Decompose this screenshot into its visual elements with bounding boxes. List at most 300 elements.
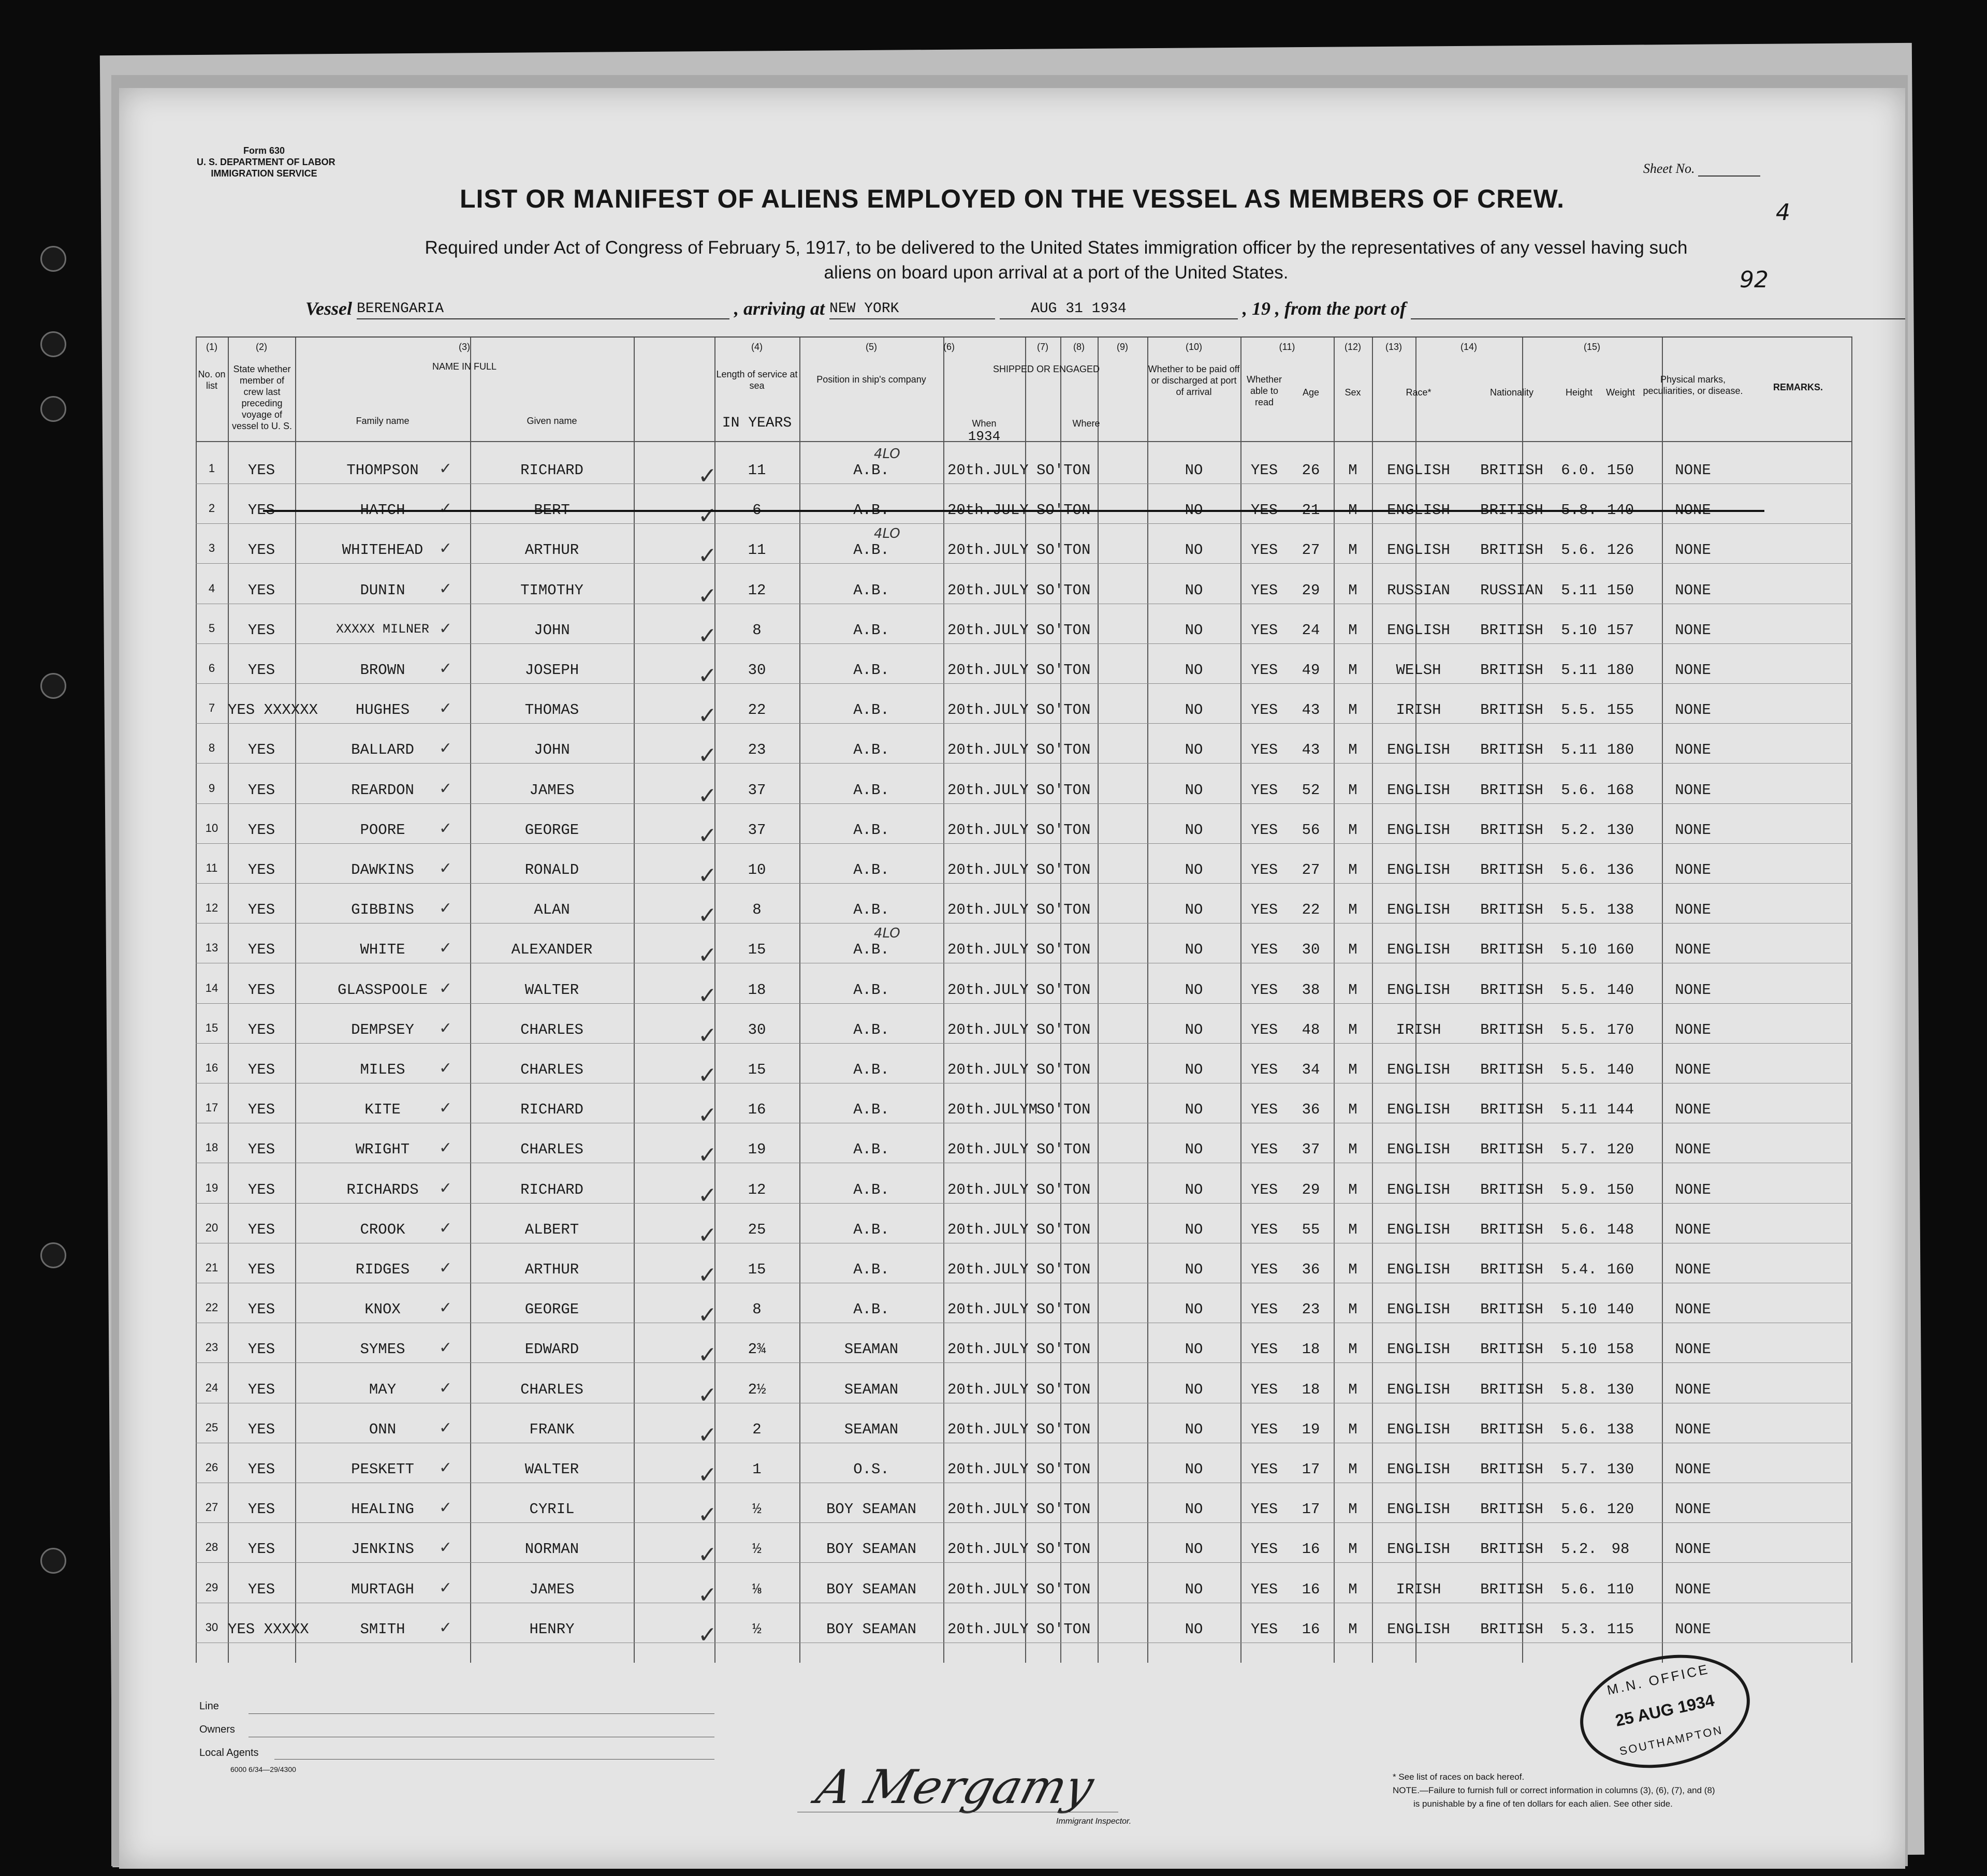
check-mark-icon: ✓ — [698, 1581, 717, 1608]
paid-off: NO — [1185, 821, 1203, 839]
check-mark-icon: ✓ — [439, 1299, 452, 1317]
row-number: 11 — [206, 861, 218, 874]
check-mark-icon: ✓ — [439, 1059, 452, 1077]
check-mark-icon: ✓ — [698, 942, 717, 969]
check-mark-icon: ✓ — [698, 1222, 717, 1249]
prior-voyage: YES — [247, 861, 275, 878]
able-to-read: YES — [1250, 1021, 1278, 1038]
race: ENGLISH — [1387, 1620, 1450, 1638]
paid-off: NO — [1185, 981, 1203, 999]
position: A.B. — [853, 1141, 889, 1159]
prior-voyage: YES — [247, 941, 275, 959]
check-mark-icon: ✓ — [439, 460, 452, 478]
physical-marks: NONE — [1675, 1021, 1711, 1038]
age: 52 — [1302, 781, 1320, 799]
sex: M — [1348, 1141, 1357, 1159]
height: 5.5. — [1561, 1061, 1597, 1078]
check-mark-icon: ✓ — [698, 982, 717, 1009]
nationality: BRITISH — [1480, 1061, 1543, 1078]
row-number: 30 — [205, 1620, 218, 1634]
check-mark-icon: ✓ — [439, 859, 452, 877]
row-number: 12 — [205, 901, 218, 915]
given-name: JAMES — [529, 1580, 575, 1598]
binder-hole — [40, 673, 66, 699]
years-service: 11 — [748, 462, 766, 479]
position: A.B. — [853, 941, 889, 959]
shipped-when: 20th.JULY — [947, 821, 1029, 839]
check-mark-icon: ✓ — [439, 1259, 452, 1277]
race: ENGLISH — [1387, 502, 1450, 519]
shipped-where: SO'TON — [1036, 1461, 1091, 1478]
position: A.B. — [853, 1301, 889, 1318]
age: 16 — [1302, 1580, 1320, 1598]
shipped-where: SO'TON — [1036, 821, 1091, 839]
nationality: BRITISH — [1480, 621, 1543, 639]
check-mark-icon: ✓ — [439, 1459, 452, 1477]
age: 16 — [1302, 1620, 1320, 1638]
height: 5.11 — [1561, 1101, 1597, 1119]
row-number: 25 — [205, 1420, 218, 1434]
age: 27 — [1302, 861, 1320, 878]
prior-voyage: YES — [247, 462, 275, 479]
binder-hole — [40, 396, 66, 422]
sex: M — [1348, 1301, 1357, 1318]
shipped-where: SO'TON — [1036, 1341, 1091, 1358]
sex: M — [1348, 1501, 1357, 1518]
footnote: * See list of races on back hereof. NOTE.—Failure to furnish full or correct information in columns (3), (6), (7), and (8) is punishable by a fine of ten dollars for each alien. See other side. — [1393, 1772, 1715, 1809]
weight: 148 — [1606, 1221, 1634, 1238]
sex: M — [1348, 1061, 1357, 1078]
nationality: BRITISH — [1480, 1021, 1543, 1038]
family-name: DAWKINS — [351, 861, 414, 878]
years-service: 10 — [748, 861, 766, 878]
prior-voyage: YES XXXXX — [228, 1620, 309, 1638]
nationality: BRITISH — [1480, 462, 1543, 479]
shipped-where: SO'TON — [1036, 1061, 1091, 1078]
family-name: HUGHES — [355, 701, 410, 719]
paid-off: NO — [1185, 781, 1203, 799]
able-to-read: YES — [1250, 941, 1278, 959]
given-name: RICHARD — [520, 1181, 583, 1198]
nationality: BRITISH — [1480, 1101, 1543, 1119]
position: BOY SEAMAN — [826, 1620, 917, 1638]
prior-voyage: YES — [247, 1141, 275, 1159]
physical-marks: NONE — [1675, 1141, 1711, 1159]
weight: 136 — [1606, 861, 1634, 878]
position: SEAMAN — [844, 1420, 899, 1438]
years-service: 18 — [748, 981, 766, 999]
position: A.B. — [853, 701, 889, 719]
office-stamp: M.N. OFFICE 25 AUG 1934 SOUTHAMPTON — [1570, 1640, 1761, 1783]
sex: M — [1348, 741, 1357, 759]
position: A.B. — [853, 981, 889, 999]
age: 34 — [1302, 1061, 1320, 1078]
weight: 130 — [1606, 1461, 1634, 1478]
able-to-read: YES — [1250, 662, 1278, 679]
shipped-where: SO'TON — [1036, 1181, 1091, 1198]
shipped-where: SO'TON — [1036, 981, 1091, 999]
race: ENGLISH — [1387, 1341, 1450, 1358]
physical-marks: NONE — [1675, 821, 1711, 839]
weight: 160 — [1606, 941, 1634, 959]
years-service: 23 — [748, 741, 766, 759]
check-mark-icon: ✓ — [698, 1302, 717, 1329]
form-number: Form 630 — [243, 145, 285, 156]
check-mark-icon: ✓ — [698, 622, 717, 649]
paid-off: NO — [1185, 741, 1203, 759]
given-name: THOMAS — [524, 701, 579, 719]
arrival-port: NEW YORK — [829, 301, 995, 319]
row-number: 17 — [205, 1101, 218, 1115]
years-service: ⅛ — [752, 1580, 762, 1598]
physical-marks: NONE — [1675, 701, 1711, 719]
prior-voyage: YES — [247, 1061, 275, 1078]
age: 23 — [1302, 1301, 1320, 1318]
given-name: ARTHUR — [524, 541, 579, 559]
family-name: SMITH — [360, 1620, 405, 1638]
given-name: RICHARD — [520, 1101, 583, 1119]
position: SEAMAN — [844, 1341, 899, 1358]
race: ENGLISH — [1387, 821, 1450, 839]
able-to-read: YES — [1250, 1420, 1278, 1438]
shipped-where: SO'TON — [1036, 502, 1091, 519]
family-name: CROOK — [360, 1221, 405, 1238]
check-mark-icon: ✓ — [698, 1062, 717, 1089]
check-mark-icon: ✓ — [698, 543, 717, 569]
physical-marks: NONE — [1675, 1420, 1711, 1438]
check-mark-icon: ✓ — [698, 1542, 717, 1569]
row-number: 15 — [205, 1021, 218, 1034]
sex: M — [1348, 701, 1357, 719]
race: ENGLISH — [1387, 1261, 1450, 1278]
race: IRISH — [1396, 1021, 1441, 1038]
paid-off: NO — [1185, 1301, 1203, 1318]
nationality: BRITISH — [1480, 1620, 1543, 1638]
handwritten-annotation: 4LO — [874, 526, 900, 542]
physical-marks: NONE — [1675, 741, 1711, 759]
weight: 120 — [1606, 1141, 1634, 1159]
years-service: 8 — [752, 901, 762, 919]
row-number: 10 — [205, 821, 218, 834]
physical-marks: NONE — [1675, 1580, 1711, 1598]
years-service: ½ — [752, 1541, 762, 1558]
check-mark-icon: ✓ — [698, 1182, 717, 1209]
able-to-read: YES — [1250, 1620, 1278, 1638]
sex: M — [1348, 1221, 1357, 1238]
position: A.B. — [853, 662, 889, 679]
height: 6.0. — [1561, 462, 1597, 479]
height: 5.6. — [1561, 781, 1597, 799]
row-number: 21 — [205, 1261, 218, 1274]
nationality: BRITISH — [1480, 1221, 1543, 1238]
shipped-when: 20th.JULY — [947, 741, 1029, 759]
nationality: BRITISH — [1480, 662, 1543, 679]
paid-off: NO — [1185, 941, 1203, 959]
shipped-when: 20th.JULY — [947, 861, 1029, 878]
given-name: GEORGE — [524, 1301, 579, 1318]
given-name: ARTHUR — [524, 1261, 579, 1278]
able-to-read: YES — [1250, 1541, 1278, 1558]
service-name: IMMIGRATION SERVICE — [211, 168, 317, 179]
check-mark-icon: ✓ — [439, 500, 452, 518]
weight: 138 — [1606, 901, 1634, 919]
age: 18 — [1302, 1341, 1320, 1358]
age: 18 — [1302, 1381, 1320, 1398]
paid-off: NO — [1185, 541, 1203, 559]
years-service: 30 — [748, 662, 766, 679]
form-identifier — [197, 145, 335, 179]
given-name: ALBERT — [524, 1221, 579, 1238]
years-service: 37 — [748, 821, 766, 839]
sex: M — [1348, 1541, 1357, 1558]
check-mark-icon: ✓ — [439, 1379, 452, 1397]
physical-marks: NONE — [1675, 1221, 1711, 1238]
sex: M — [1348, 1181, 1357, 1198]
height: 5.5. — [1561, 901, 1597, 919]
physical-marks: NONE — [1675, 1261, 1711, 1278]
family-name: WRIGHT — [355, 1141, 410, 1159]
height: 5.11 — [1561, 741, 1597, 759]
nationality: BRITISH — [1480, 541, 1543, 559]
age: 17 — [1302, 1501, 1320, 1518]
height: 5.6. — [1561, 1221, 1597, 1238]
sex: M — [1348, 981, 1357, 999]
height: 5.7. — [1561, 1141, 1597, 1159]
row-number: 19 — [205, 1181, 218, 1194]
prior-voyage: YES — [247, 1461, 275, 1478]
height: 5.10 — [1561, 621, 1597, 639]
able-to-read: YES — [1250, 861, 1278, 878]
shipped-when: 20th.JULY — [947, 1420, 1029, 1438]
prior-voyage: YES — [247, 1381, 275, 1398]
paid-off: NO — [1185, 1620, 1203, 1638]
position: A.B. — [853, 621, 889, 639]
position: O.S. — [853, 1461, 889, 1478]
row-number: 29 — [205, 1580, 218, 1594]
paid-off: NO — [1185, 1061, 1203, 1078]
row-number: 6 — [208, 662, 215, 675]
row-number: 4 — [208, 581, 215, 595]
physical-marks: NONE — [1675, 1501, 1711, 1518]
shipped-when: 20th.JULY — [947, 781, 1029, 799]
physical-marks: NONE — [1675, 1341, 1711, 1358]
agents-label: Local Agents — [199, 1747, 259, 1758]
physical-marks: NONE — [1675, 1301, 1711, 1318]
able-to-read: YES — [1250, 621, 1278, 639]
physical-marks: NONE — [1675, 662, 1711, 679]
given-name: CHARLES — [520, 1021, 583, 1038]
sex: M — [1348, 1261, 1357, 1278]
prior-voyage: YES — [247, 1181, 275, 1198]
race: ENGLISH — [1387, 621, 1450, 639]
shipped-where: SO'TON — [1036, 1501, 1091, 1518]
sex: M — [1348, 541, 1357, 559]
sheet-number-handwritten: 4 — [1776, 199, 1790, 226]
height: 5.6. — [1561, 541, 1597, 559]
physical-marks: NONE — [1675, 541, 1711, 559]
check-mark-icon: ✓ — [439, 659, 452, 678]
binder-hole — [40, 331, 66, 357]
family-name: BROWN — [360, 662, 405, 679]
weight: 140 — [1606, 502, 1634, 519]
prior-voyage: YES — [247, 581, 275, 599]
able-to-read: YES — [1250, 981, 1278, 999]
family-name: BALLARD — [351, 741, 414, 759]
arrival-date: AUG 31 1934 — [1000, 301, 1238, 319]
able-to-read: YES — [1250, 1221, 1278, 1238]
shipped-when: 20th.JULY — [947, 1141, 1029, 1159]
check-mark-icon: ✓ — [698, 742, 717, 769]
prior-voyage: YES — [247, 1261, 275, 1278]
nationality: BRITISH — [1480, 821, 1543, 839]
department: U. S. DEPARTMENT OF LABOR — [197, 157, 335, 167]
weight: 150 — [1606, 581, 1634, 599]
shipped-where: SO'TON — [1036, 741, 1091, 759]
weight: 180 — [1606, 662, 1634, 679]
family-name: GLASSPOOLE — [337, 981, 428, 999]
age: 26 — [1302, 462, 1320, 479]
shipped-when: 20th.JULY — [947, 1181, 1029, 1198]
years-service: 1 — [752, 1461, 762, 1478]
age: 37 — [1302, 1141, 1320, 1159]
check-mark-icon: ✓ — [698, 902, 717, 929]
given-name: WALTER — [524, 981, 579, 999]
able-to-read: YES — [1250, 541, 1278, 559]
height: 5.3. — [1561, 1620, 1597, 1638]
paid-off: NO — [1185, 1221, 1203, 1238]
race: ENGLISH — [1387, 1301, 1450, 1318]
prior-voyage: YES — [247, 1221, 275, 1238]
family-name: MAY — [369, 1381, 397, 1398]
weight: 150 — [1606, 1181, 1634, 1198]
family-name: KNOX — [364, 1301, 401, 1318]
check-mark-icon: ✓ — [439, 619, 452, 638]
shipped-when: 20th.JULY — [947, 621, 1029, 639]
weight: 160 — [1606, 1261, 1634, 1278]
row-number: 2 — [208, 502, 215, 515]
prior-voyage: YES — [247, 1021, 275, 1038]
age: 49 — [1302, 662, 1320, 679]
check-mark-icon: ✓ — [439, 739, 452, 758]
years-service: ½ — [752, 1501, 762, 1518]
given-name: FRANK — [529, 1420, 575, 1438]
family-name: PESKETT — [351, 1461, 414, 1478]
race: WELSH — [1396, 662, 1441, 679]
nationality: BRITISH — [1480, 1381, 1543, 1398]
prior-voyage: YES — [247, 541, 275, 559]
row-number: 13 — [205, 941, 218, 955]
family-name: WHITEHEAD — [342, 541, 423, 559]
prior-voyage: YES — [247, 1341, 275, 1358]
check-mark-icon: ✓ — [439, 779, 452, 798]
check-mark-icon: ✓ — [698, 822, 717, 849]
age: 36 — [1302, 1261, 1320, 1278]
vessel-line: Vessel BERENGARIA , arriving at NEW YORK AUG 31 1934 , 19 , from the port of — [305, 298, 1905, 319]
able-to-read: YES — [1250, 1501, 1278, 1518]
sex: M — [1348, 781, 1357, 799]
sex: M — [1348, 901, 1357, 919]
nationality: BRITISH — [1480, 701, 1543, 719]
race: ENGLISH — [1387, 541, 1450, 559]
weight: 150 — [1606, 462, 1634, 479]
race: ENGLISH — [1387, 861, 1450, 878]
paid-off: NO — [1185, 1541, 1203, 1558]
given-name: NORMAN — [524, 1541, 579, 1558]
check-mark-icon: ✓ — [439, 539, 452, 558]
page-subtitle: Required under Act of Congress of February 5, 1917, to be delivered to the United States immigration officer by the representatives of any vessel having such aliens on board upon arrival at a port of the United States. — [425, 238, 1688, 283]
age: 56 — [1302, 821, 1320, 839]
physical-marks: NONE — [1675, 1181, 1711, 1198]
position: A.B. — [853, 1181, 889, 1198]
check-mark-icon: ✓ — [439, 1499, 452, 1517]
physical-marks: NONE — [1675, 981, 1711, 999]
paid-off: NO — [1185, 621, 1203, 639]
prior-voyage: YES — [247, 621, 275, 639]
check-mark-icon: ✓ — [439, 1139, 452, 1157]
family-name: XXXXX MILNER — [335, 621, 430, 637]
shipped-where: SO'TON — [1036, 1301, 1091, 1318]
race: ENGLISH — [1387, 1141, 1450, 1159]
family-name: POORE — [360, 821, 405, 839]
able-to-read: YES — [1250, 1061, 1278, 1078]
race: ENGLISH — [1387, 1181, 1450, 1198]
binder-hole — [40, 246, 66, 272]
able-to-read: YES — [1250, 901, 1278, 919]
race: ENGLISH — [1387, 981, 1450, 999]
weight: 140 — [1606, 1061, 1634, 1078]
row-number: 9 — [208, 781, 215, 795]
family-name: DUNIN — [360, 581, 405, 599]
nationality: BRITISH — [1480, 1541, 1543, 1558]
physical-marks: NONE — [1675, 1620, 1711, 1638]
row-number: 16 — [205, 1061, 218, 1074]
age: 29 — [1302, 581, 1320, 599]
position: A.B. — [853, 462, 889, 479]
paid-off: NO — [1185, 662, 1203, 679]
check-mark-icon: ✓ — [439, 939, 452, 958]
height: 5.10 — [1561, 941, 1597, 959]
family-name: JENKINS — [351, 1541, 414, 1558]
family-name: RIDGES — [355, 1261, 410, 1278]
check-mark-icon: ✓ — [698, 582, 717, 609]
given-name: CHARLES — [520, 1381, 583, 1398]
sex: M — [1348, 621, 1357, 639]
physical-marks: NONE — [1675, 581, 1711, 599]
row-number: 18 — [205, 1141, 218, 1154]
check-mark-icon: ✓ — [439, 579, 452, 598]
check-mark-icon: ✓ — [698, 862, 717, 889]
weight: 170 — [1606, 1021, 1634, 1038]
height: 5.8. — [1561, 1381, 1597, 1398]
shipped-where: SO'TON — [1036, 541, 1091, 559]
family-name: RICHARDS — [346, 1181, 419, 1198]
nationality: BRITISH — [1480, 1420, 1543, 1438]
shipped-when: 20th.JULY — [947, 1061, 1029, 1078]
shipped-when: 20th.JULY — [947, 462, 1029, 479]
weight: 168 — [1606, 781, 1634, 799]
sex: M — [1348, 662, 1357, 679]
nationality: BRITISH — [1480, 1461, 1543, 1478]
check-mark-icon: ✓ — [698, 1342, 717, 1369]
age: 17 — [1302, 1461, 1320, 1478]
shipped-where: SO'TON — [1036, 1381, 1091, 1398]
age: 30 — [1302, 941, 1320, 959]
check-mark-icon: ✓ — [439, 1219, 452, 1237]
position: A.B. — [853, 861, 889, 878]
paid-off: NO — [1185, 701, 1203, 719]
row-number: 22 — [205, 1301, 218, 1314]
inspector-signature: A Mergamy — [810, 1760, 1100, 1814]
